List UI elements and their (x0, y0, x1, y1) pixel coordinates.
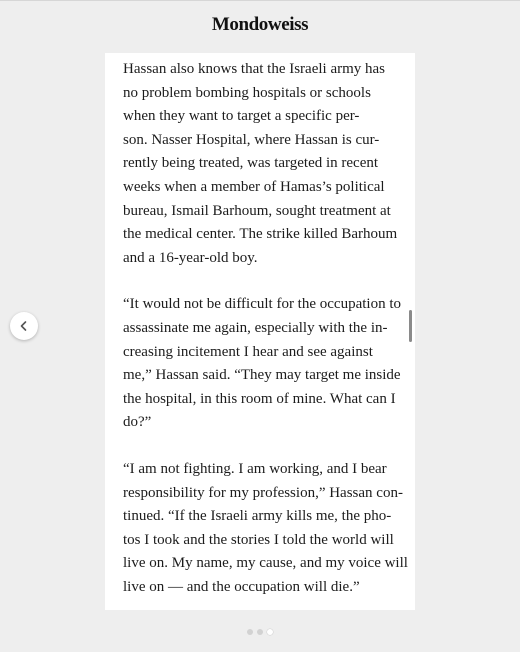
text-line: rently being treated, was targeted in recent (123, 155, 379, 172)
carousel-indicator (0, 629, 520, 635)
scrollbar-thumb[interactable] (409, 310, 412, 342)
brand-logo: Mondoweiss (211, 14, 309, 35)
text-line: no problem bombing hospitals or schools (123, 84, 371, 101)
carousel-dot[interactable] (267, 629, 273, 635)
top-border (0, 0, 520, 1)
text-line: the hospital, in this room of mine. What can I (123, 390, 396, 407)
text-line: live on. My name, my cause, and my voice will (123, 555, 408, 572)
text-line: assassinate me again, especially with the in- (123, 319, 388, 336)
carousel-dot[interactable] (247, 629, 253, 635)
text-line: bureau, Ismail Barhoum, sought treatment at (123, 202, 391, 219)
paragraph-gap (123, 435, 403, 458)
slide-text (123, 58, 408, 599)
text-line: do?” (123, 414, 152, 431)
carousel-prev-button[interactable] (10, 312, 38, 340)
text-line: Hassan also knows that the Israeli army has (123, 61, 386, 77)
text-line: “I am not fighting. I am working, and I bear (123, 460, 387, 477)
text-line: son. Nasser Hospital, where Hassan is cur- (123, 131, 380, 148)
text-line: when they want to target a specific per- (123, 108, 360, 125)
text-line: tos I took and the stories I told the world will (123, 531, 394, 548)
post-slide (105, 53, 415, 610)
text-line: responsibility for my profession,” Hassan con- (123, 484, 403, 501)
text-line: creasing incitement I hear and see against (123, 343, 373, 360)
text-line: and a 16-year-old boy. (123, 249, 258, 266)
text-line: me,” Hassan said. “They may target me inside (123, 367, 401, 384)
text-line: live on — and the occupation will die.” (123, 578, 360, 595)
text-line: tinued. “If the Israeli army kills me, the pho- (123, 508, 392, 525)
carousel-dot[interactable] (257, 629, 263, 635)
paragraph-gap (123, 270, 403, 293)
text-line: weeks when a member of Hamas’s political (123, 178, 385, 195)
chevron-left-icon (18, 320, 30, 332)
text-line: the medical center. The strike killed Barhoum (123, 226, 398, 243)
text-line: “It would not be difficult for the occupation to (123, 296, 401, 313)
